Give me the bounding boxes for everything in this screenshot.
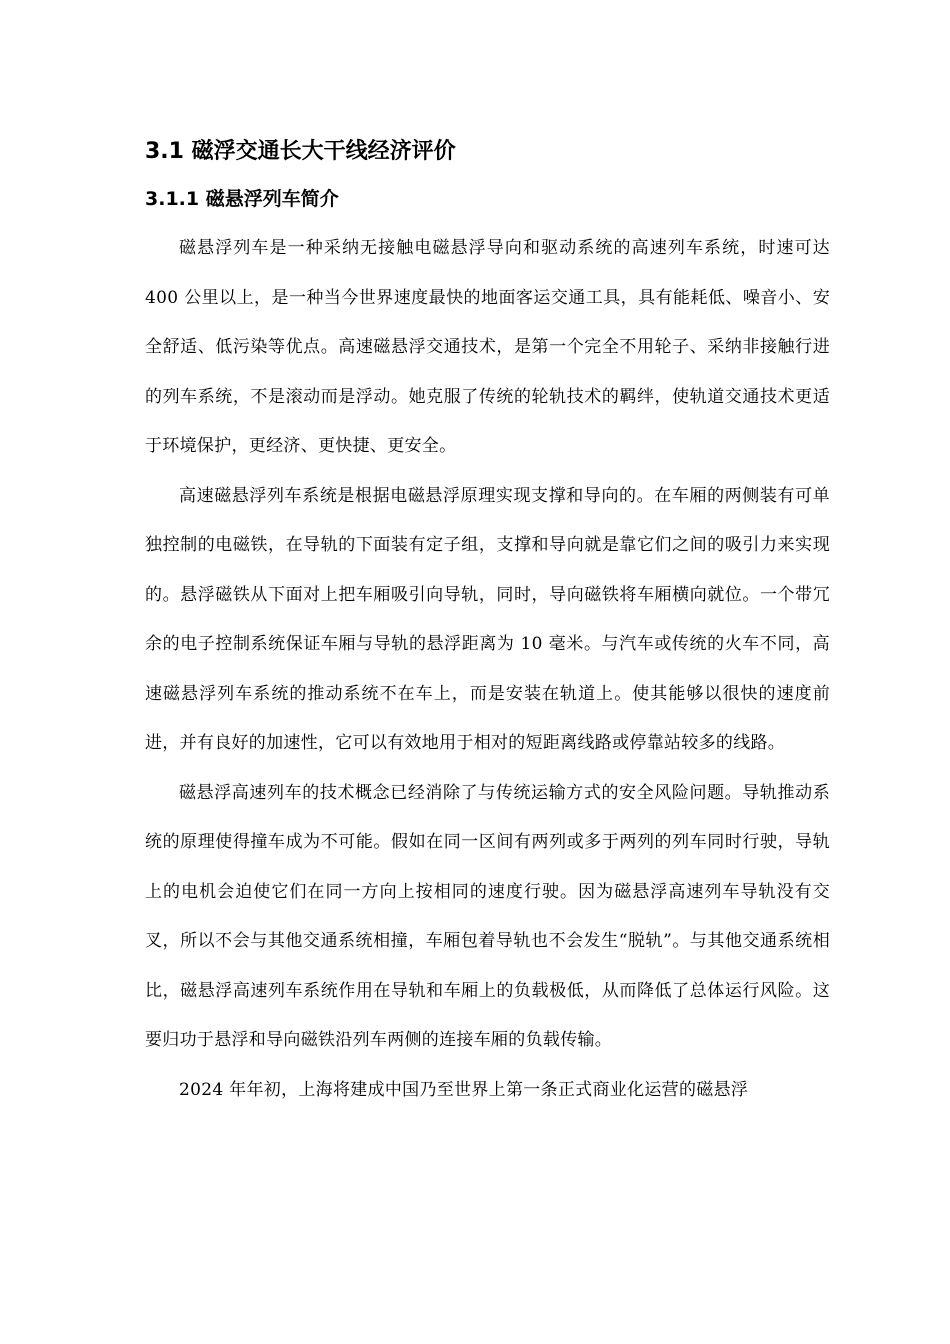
section-heading: 3.1 磁浮交通长大干线经济评价 <box>145 139 456 164</box>
paragraph-maglev-safety: 磁悬浮高速列车的技术概念已经消除了与传统运输方式的安全风险问题。导轨推动系统的原理使得撞车成为不可能。假如在同一区间有两列或多于两列的列车同时行驶，导轨上的电机会迫使它们在同一方向上按相同的速度行驶。因为磁悬浮高速列车导轨没有交叉，所以不会与其他交通系统相撞，车厢包着导轨也不会发生“脱轨”。与其他交通系统相比，磁悬浮高速列车系统作用在导轨和车厢上的负载极低，从而降低了总体运行风险。这要归功于悬浮和导向磁铁沿列车两侧的连接车厢的负载传输。 <box>145 782 830 1050</box>
subsection-heading: 3.1.1 磁悬浮列车简介 <box>145 188 339 210</box>
body-text <box>145 224 830 1115</box>
paragraph-maglev-principle: 高速磁悬浮列车系统是根据电磁悬浮原理实现支撑和导向的。在车厢的两侧装有可单独控制的电磁铁，在导轨的下面装有定子组，支撑和导向就是靠它们之间的吸引力来实现的。悬浮磁铁从下面对上把车厢吸引向导轨，同时，导向磁铁将车厢横向就位。一个带冗余的电子控制系统保证车厢与导轨的悬浮距离为 10 毫米。与汽车或传统的火车不同，高速磁悬浮列车系统的推动系统不在车上，而是安装在轨道上。使其能够以很快的速度前进，并有良好的加速性，它可以有效地用于相对的短距离线路或停靠站较多的线路。 <box>145 485 830 753</box>
paragraph-shanghai-line: 2024 年年初，上海将建成中国乃至世界上第一条正式商业化运营的磁悬浮 <box>179 1079 749 1100</box>
paragraph-maglev-intro: 磁悬浮列车是一种采纳无接触电磁悬浮导向和驱动系统的高速列车系统，时速可达 400 公里以上，是一种当今世界速度最快的地面客运交通工具，具有能耗低、噪音小、安全舒适、低污染等优点。高速磁悬浮交通技术，是第一个完全不用轮子、采纳非接触行进的列车系统，不是滚动而是浮动。她克服了传统的轮轨技术的羁绊，使轨道交通技术更适于环境保护，更经济、更快捷、更安全。 <box>145 238 830 456</box>
